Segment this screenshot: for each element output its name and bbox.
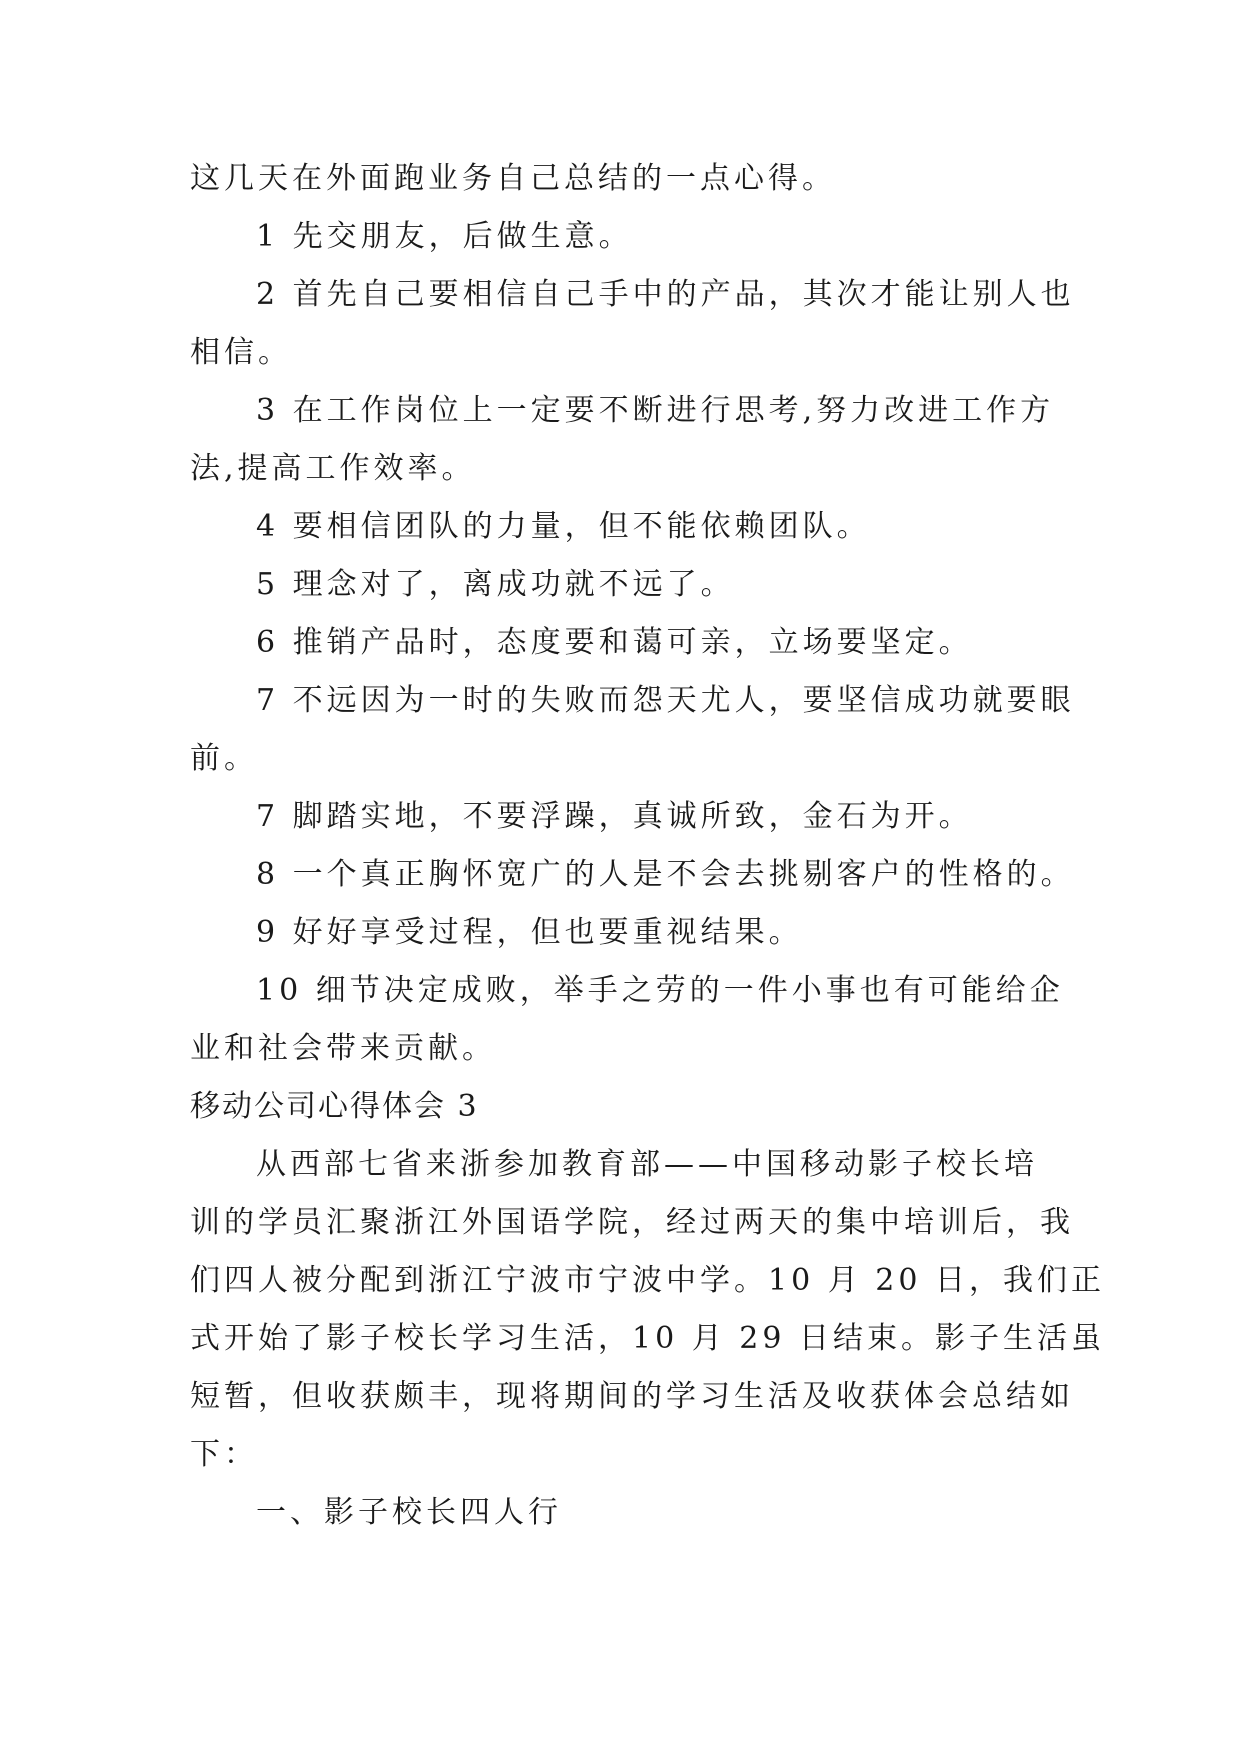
text-line: 9 好好享受过程，但也要重视结果。 — [256, 915, 803, 950]
text-line: 2 首先自己要相信自己手中的产品，其次才能让别人也 — [256, 277, 1075, 312]
subsection-heading: 一、影子校长四人行 — [256, 1495, 562, 1530]
text-line: 短暂，但收获颇丰，现将期间的学习生活及收获体会总结如 — [190, 1379, 1074, 1414]
text-line: 3 在工作岗位上一定要不断进行思考,努力改进工作方 — [256, 393, 1055, 428]
text-line: 这几天在外面跑业务自己总结的一点心得。 — [190, 161, 836, 196]
text-line: 相信。 — [190, 335, 292, 370]
text-line: 训的学员汇聚浙江外国语学院，经过两天的集中培训后，我 — [190, 1205, 1074, 1240]
text-line: 10 细节决定成败，举手之劳的一件小事也有可能给企 — [256, 973, 1064, 1008]
document-page — [190, 150, 1105, 1542]
text-line: 从西部七省来浙参加教育部——中国移动影子校长培 — [256, 1147, 1038, 1182]
text-line: 式开始了影子校长学习生活，10 月 29 日结束。影子生活虽 — [190, 1321, 1105, 1356]
text-line: 下： — [190, 1437, 258, 1472]
text-line: 业和社会带来贡献。 — [190, 1031, 496, 1066]
text-line: 7 不远因为一时的失败而怨天尤人，要坚信成功就要眼 — [256, 683, 1075, 718]
text-line: 们四人被分配到浙江宁波市宁波中学。10 月 20 日，我们正 — [190, 1263, 1105, 1298]
text-line: 7 脚踏实地，不要浮躁，真诚所致，金石为开。 — [256, 799, 973, 834]
section-heading: 移动公司心得体会 3 — [190, 1089, 479, 1124]
text-line: 1 先交朋友，后做生意。 — [256, 219, 633, 254]
text-line: 法,提高工作效率。 — [190, 451, 476, 486]
text-line: 6 推销产品时，态度要和蔼可亲，立场要坚定。 — [256, 625, 973, 660]
text-line: 5 理念对了，离成功就不远了。 — [256, 567, 735, 602]
text-line: 4 要相信团队的力量，但不能依赖团队。 — [256, 509, 871, 544]
text-line: 前。 — [190, 741, 258, 776]
text-line: 8 一个真正胸怀宽广的人是不会去挑剔客户的性格的。 — [256, 857, 1075, 892]
